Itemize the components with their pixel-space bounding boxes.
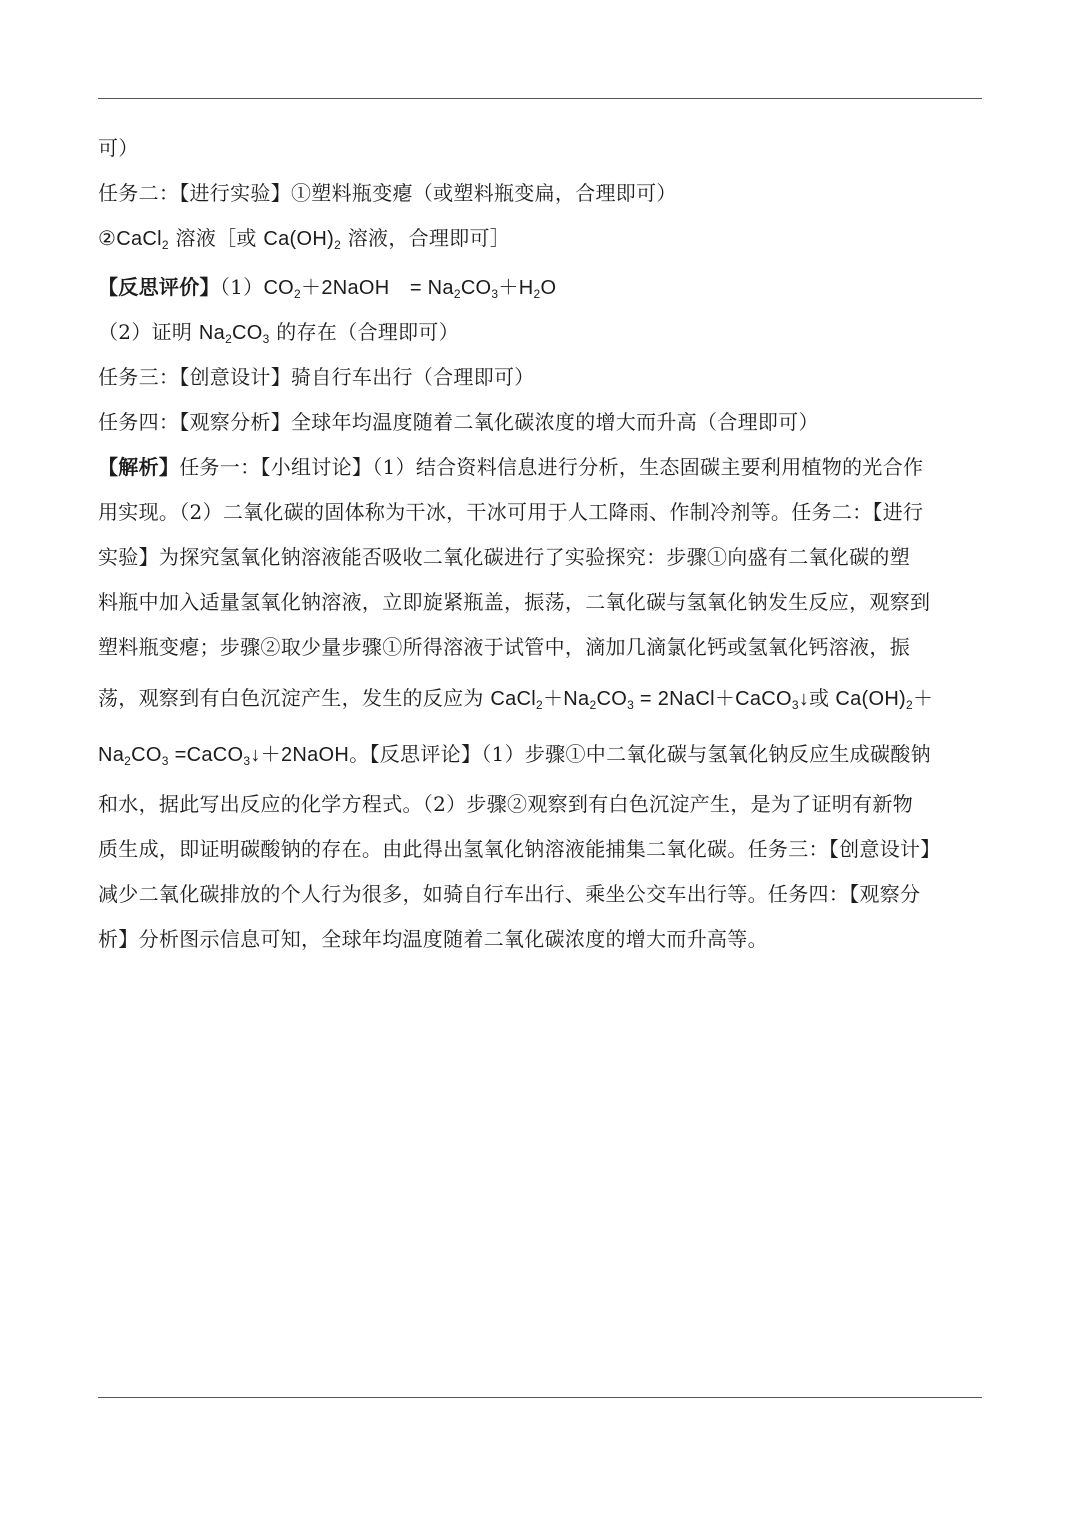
subscript: 2 xyxy=(906,698,914,712)
subscript: 2 xyxy=(225,332,233,346)
formula: Na xyxy=(98,744,125,766)
subscript: 2 xyxy=(589,698,597,712)
analysis-paragraph xyxy=(98,445,982,962)
analysis-line xyxy=(98,445,982,490)
formula: Na xyxy=(198,322,226,344)
subscript: 2 xyxy=(161,238,169,252)
reflection-label: 【反思评价】 xyxy=(98,275,220,299)
formula: ＋ xyxy=(913,688,934,710)
answer-task4: 任务四：【观察分析】全球年均温度随着二氧化碳浓度的增大而升高（合理即可） xyxy=(98,410,819,434)
formula: CO xyxy=(460,277,492,299)
subscript: 3 xyxy=(791,698,799,712)
text: 。【反思评论】（1）步骤①中二氧化碳与氢氧化钠反应生成碳酸钠 xyxy=(349,742,931,766)
text: 任务一：【小组讨论】（1）结合资料信息进行分析，生态固碳主要利用植物的光合作 xyxy=(179,455,924,479)
footer-rule xyxy=(98,1397,982,1398)
formula: = 2NaCl＋CaCO xyxy=(634,688,792,710)
text: （1） xyxy=(219,275,264,299)
answer-reflection-1 xyxy=(98,265,982,310)
subscript: 2 xyxy=(334,238,342,252)
analysis-line: 料瓶中加入适量氢氧化钠溶液，立即旋紧瓶盖，振荡，二氧化碳与氢氧化钠发生反应，观察到 xyxy=(98,590,931,614)
text: 荡，观察到有白色沉淀产生，发生的反应为 xyxy=(98,686,491,710)
analysis-line: 和水，据此写出反应的化学方程式。（2）步骤②观察到有白色沉淀产生，是为了证明有新物 xyxy=(98,792,914,816)
subscript: 2 xyxy=(124,754,132,768)
formula: ↓或 Ca(OH) xyxy=(798,688,907,710)
text: 溶液，合理即可］ xyxy=(341,226,511,250)
formula: ＋Na xyxy=(543,688,590,710)
analysis-line-equation-1 xyxy=(98,670,982,726)
formula: CaCl xyxy=(490,688,537,710)
formula: ＋2NaOH = Na xyxy=(301,277,454,299)
text: 的存在（合理即可） xyxy=(269,320,459,344)
answer-reflection-2 xyxy=(98,310,982,355)
formula: ↓＋2NaOH xyxy=(250,744,350,766)
text: 溶液［或 xyxy=(168,226,264,250)
formula: ＋H xyxy=(498,277,534,299)
analysis-line: 减少二氧化碳排放的个人行为很多，如骑自行车出行、乘坐公交车出行等。任务四：【观察分 xyxy=(98,882,921,906)
analysis-line: 析】分析图示信息可知，全球年均温度随着二氧化碳浓度的增大而升高等。 xyxy=(98,927,768,951)
answer-task2-reagent xyxy=(98,216,982,261)
formula: O xyxy=(540,277,557,299)
formula-caoh2: Ca(OH) xyxy=(263,228,335,250)
answer-task3: 任务三：【创意设计】骑自行车出行（合理即可） xyxy=(98,365,535,389)
subscript: 2 xyxy=(533,287,541,301)
formula: CO xyxy=(263,277,295,299)
analysis-line: 塑料瓶变瘪；步骤②取少量步骤①所得溶液于试管中，滴加几滴氯化钙或氢氧化钙溶液，振 xyxy=(98,635,910,659)
analysis-line: 实验】为探究氢氧化钠溶液能否吸收二氧化碳进行了实验探究：步骤①向盛有二氧化碳的塑 xyxy=(98,545,910,569)
subscript: 3 xyxy=(627,698,635,712)
formula: CO xyxy=(131,744,162,766)
analysis-line: 用实现。（2）二氧化碳的固体称为干冰，干冰可用于人工降雨、作制冷剂等。任务二：【进行 xyxy=(98,500,924,524)
document-body xyxy=(98,126,982,962)
answer-task2: 任务二：【进行实验】①塑料瓶变瘪（或塑料瓶变扁，合理即可） xyxy=(98,181,677,205)
subscript: 3 xyxy=(161,754,169,768)
subscript: 2 xyxy=(536,698,543,712)
formula: CO xyxy=(596,688,628,710)
formula: CO xyxy=(232,322,263,344)
subscript: 3 xyxy=(491,287,499,301)
analysis-label: 【解析】 xyxy=(98,455,180,479)
circled-2: ② xyxy=(98,226,117,250)
formula: =CaCO xyxy=(168,744,244,766)
subscript: 3 xyxy=(262,332,270,346)
analysis-line: 质生成，即证明碳酸钠的存在。由此得出氢氧化钠溶液能捕集二氧化碳。任务三：【创意设计】 xyxy=(98,837,941,861)
analysis-line-equation-2 xyxy=(98,726,982,782)
text: （2）证明 xyxy=(98,320,199,344)
subscript: 2 xyxy=(453,287,461,301)
subscript: 3 xyxy=(243,754,251,768)
answer-line-continuation: 可） xyxy=(98,136,139,160)
subscript: 2 xyxy=(294,287,302,301)
formula-cacl2: CaCl xyxy=(116,228,162,250)
header-rule xyxy=(98,98,982,99)
